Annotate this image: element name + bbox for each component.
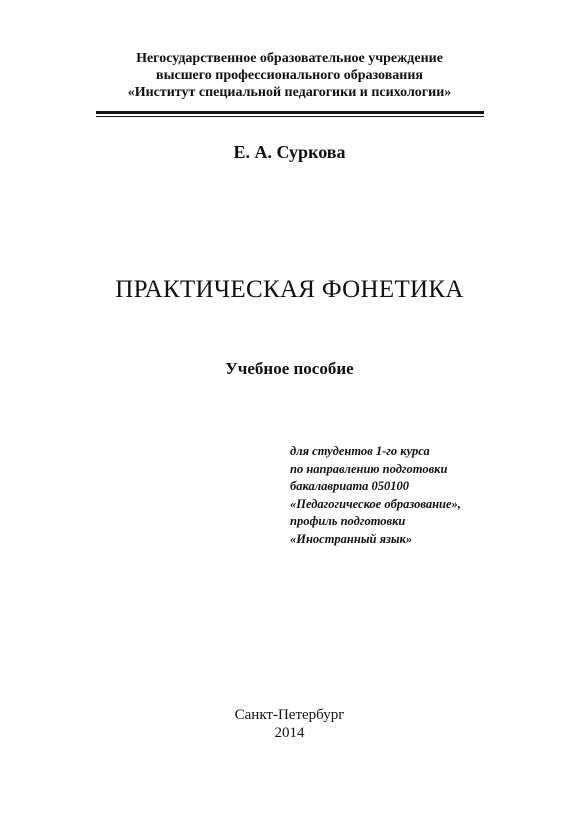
author-name: Е. А. Суркова — [233, 142, 346, 162]
book-subtitle: Учебное пособие — [225, 359, 354, 378]
institution-header — [0, 50, 579, 101]
audience-line: «Педагогическое образование», — [290, 496, 461, 511]
institution-line: «Институт специальной педагогики и психологии» — [127, 85, 452, 100]
book-title: ПРАКТИЧЕСКАЯ ФОНЕТИКА — [115, 276, 464, 303]
institution-line: Негосударственное образовательное учреждение — [136, 51, 443, 66]
institution-line: высшего профессионального образования — [156, 68, 423, 83]
audience-line: для студентов 1-го курса — [290, 444, 430, 458]
imprint — [0, 706, 579, 742]
audience-line: бакалавриата 050100 — [290, 479, 410, 493]
imprint-city: Санкт-Петербург — [234, 707, 345, 723]
header-rule-thick — [96, 111, 484, 114]
header-rule-thin — [96, 116, 484, 117]
audience-line: по направлению подготовки — [290, 461, 448, 476]
audience-line: «Иностранный язык» — [290, 531, 413, 546]
imprint-year: 2014 — [274, 725, 305, 741]
audience-note — [290, 443, 461, 548]
audience-line: профиль подготовки — [290, 514, 406, 528]
